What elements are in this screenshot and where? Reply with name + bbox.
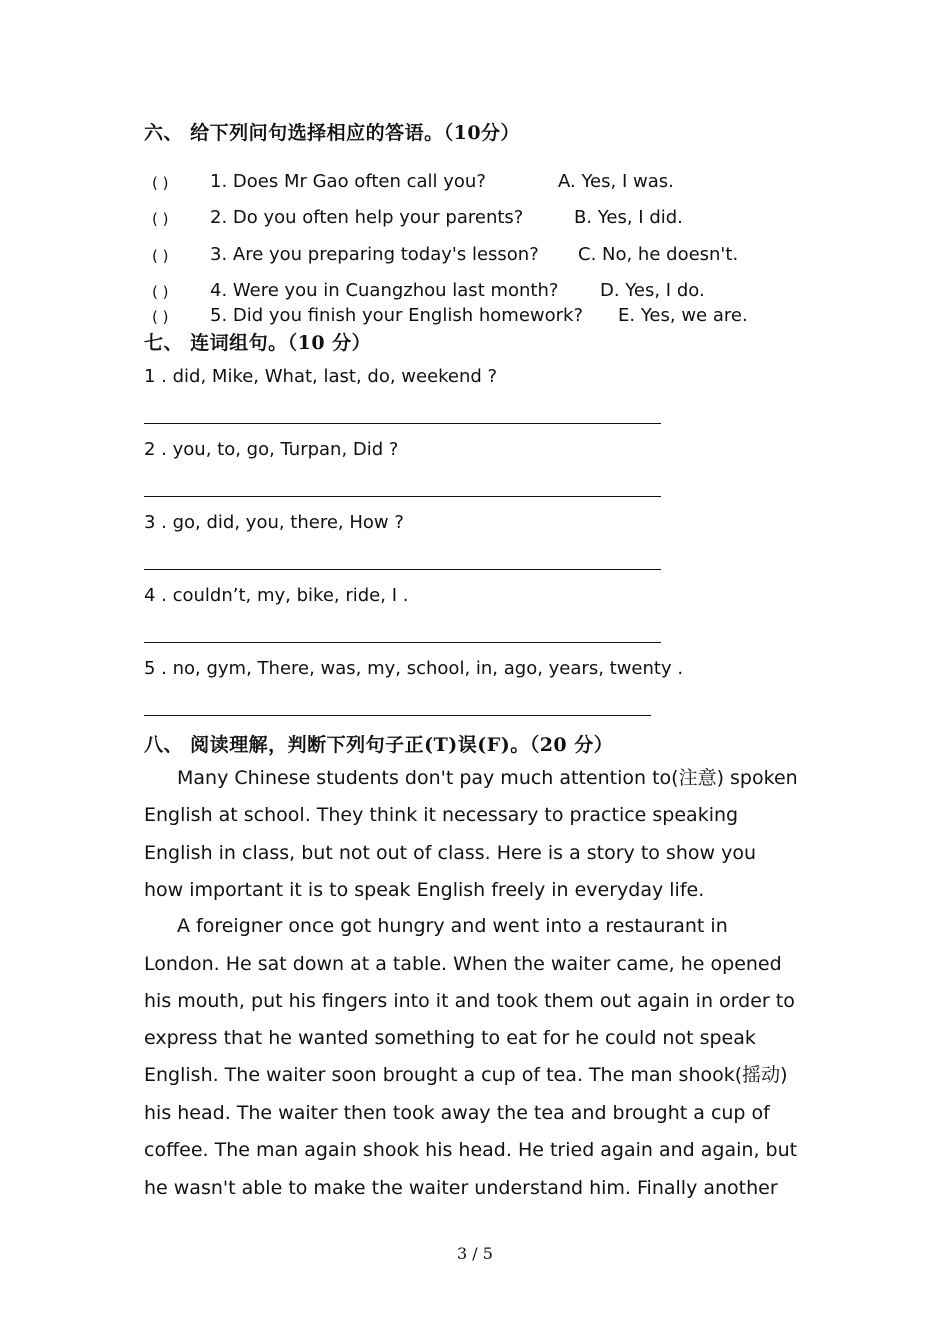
answer-option: B. Yes, I did. bbox=[574, 207, 683, 228]
question-text: 5. Did you finish your English homework? bbox=[210, 305, 584, 326]
section-7-heading: 七、 连词组句。（10 分） bbox=[144, 332, 372, 354]
question-text: 1. Does Mr Gao often call you? bbox=[210, 171, 486, 192]
passage-line: he wasn't able to make the waiter understand him. Finally another bbox=[144, 1177, 778, 1199]
answer-option: D. Yes, I do. bbox=[600, 280, 705, 301]
section-8-heading: 八、 阅读理解，判断下列句子正(T)误(F)。（20 分） bbox=[144, 734, 614, 756]
passage-line: English. The waiter soon brought a cup of tea. The man shook(摇动) bbox=[144, 1064, 788, 1086]
word-order-item: 4 . couldn’t, my, bike, ride, I . bbox=[144, 585, 409, 606]
passage-line: express that he wanted something to eat for he could not speak bbox=[144, 1027, 756, 1049]
answer-option: C. No, he doesn't. bbox=[578, 244, 739, 265]
question-text: 2. Do you often help your parents? bbox=[210, 207, 524, 228]
answer-line[interactable] bbox=[144, 715, 651, 716]
answer-option: E. Yes, we are. bbox=[618, 305, 748, 326]
page-number: 3 / 5 bbox=[457, 1244, 493, 1263]
answer-option: A. Yes, I was. bbox=[558, 171, 674, 192]
question-text: 4. Were you in Cuangzhou last month? bbox=[210, 280, 559, 301]
answer-line[interactable] bbox=[144, 642, 661, 643]
word-order-item: 5 . no, gym, There, was, my, school, in, ago, years, twenty . bbox=[144, 658, 684, 679]
passage-line: Many Chinese students don't pay much attention to(注意) spoken bbox=[177, 767, 798, 789]
answer-paren: ( ) bbox=[152, 174, 169, 192]
passage-line: coffee. The man again shook his head. He tried again and again, but bbox=[144, 1139, 798, 1161]
answer-line[interactable] bbox=[144, 496, 661, 497]
word-order-item: 1 . did, Mike, What, last, do, weekend ? bbox=[144, 366, 498, 387]
word-order-item: 2 . you, to, go, Turpan, Did ? bbox=[144, 439, 399, 460]
passage-line: his mouth, put his fingers into it and took them out again in order to bbox=[144, 990, 795, 1012]
question-text: 3. Are you preparing today's lesson? bbox=[210, 244, 539, 265]
passage-line: English at school. They think it necessary to practice speaking bbox=[144, 804, 739, 826]
passage-line: how important it is to speak English freely in everyday life. bbox=[144, 879, 705, 901]
passage-line: English in class, but not out of class. Here is a story to show you bbox=[144, 842, 756, 864]
passage-line: London. He sat down at a table. When the waiter came, he opened bbox=[144, 953, 782, 975]
section-6-heading: 六、 给下列问句选择相应的答语。（10分） bbox=[144, 122, 521, 144]
answer-paren: ( ) bbox=[152, 308, 169, 326]
passage-line: A foreigner once got hungry and went into a restaurant in bbox=[177, 915, 728, 937]
answer-line[interactable] bbox=[144, 423, 661, 424]
answer-line[interactable] bbox=[144, 569, 661, 570]
passage-line: his head. The waiter then took away the tea and brought a cup of bbox=[144, 1102, 770, 1124]
answer-paren: ( ) bbox=[152, 247, 169, 265]
answer-paren: ( ) bbox=[152, 210, 169, 228]
answer-paren: ( ) bbox=[152, 283, 169, 301]
word-order-item: 3 . go, did, you, there, How ? bbox=[144, 512, 404, 533]
